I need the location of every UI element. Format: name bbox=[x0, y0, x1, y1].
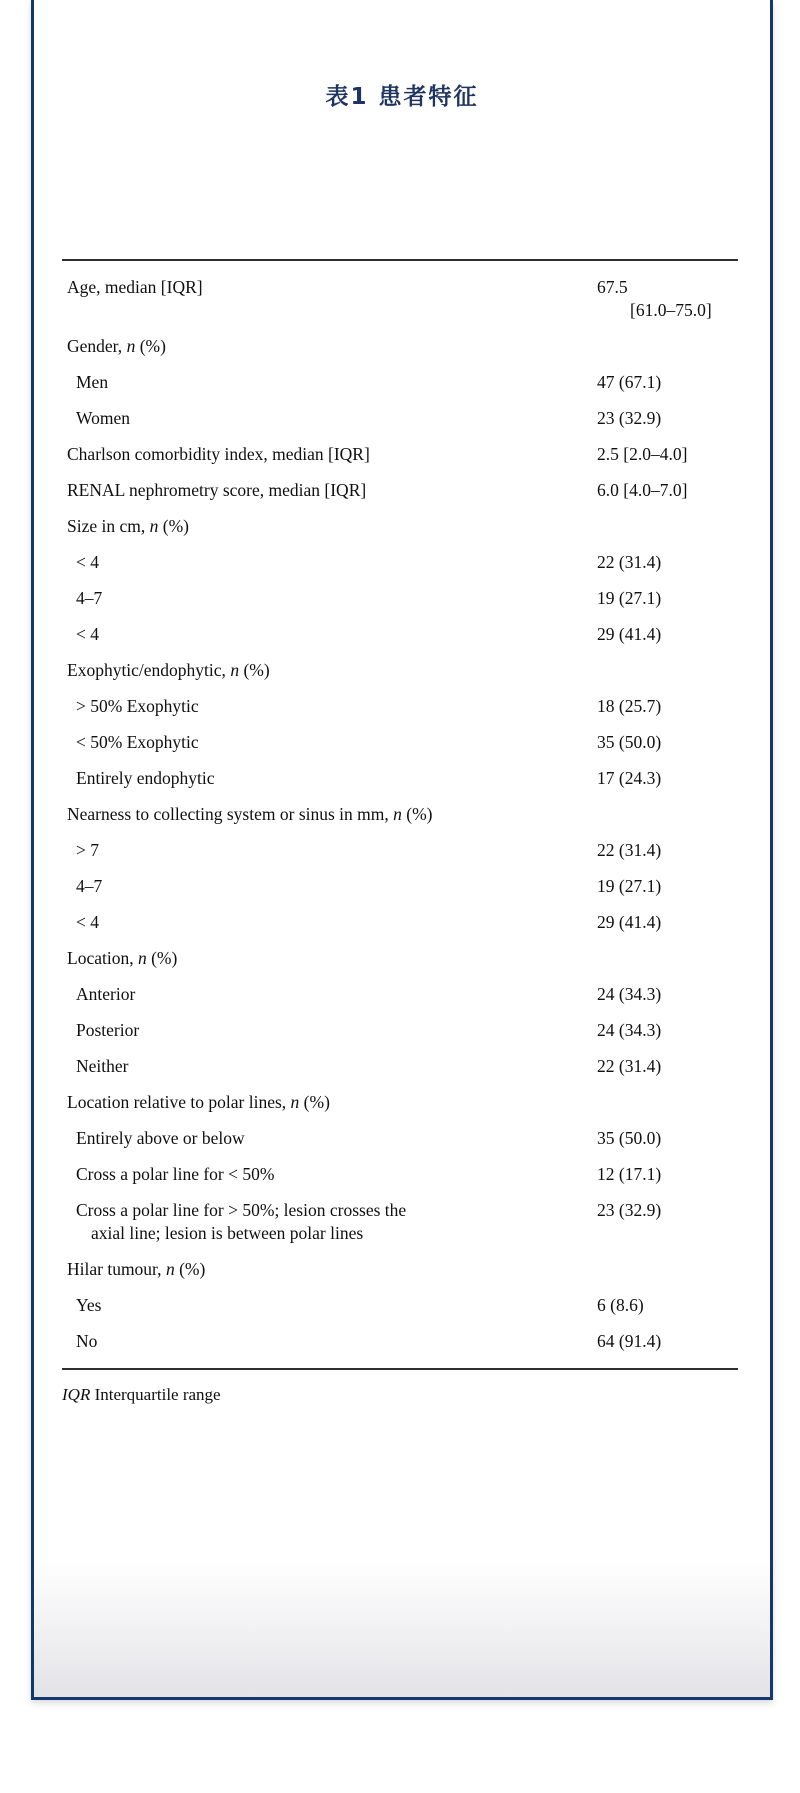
table-row bbox=[62, 329, 738, 365]
row-value: 35 (50.0) bbox=[597, 1128, 662, 1148]
row-value: 22 (31.4) bbox=[597, 1056, 662, 1076]
footnote-abbr-iqr: IQR bbox=[62, 1385, 91, 1404]
table-row bbox=[62, 1252, 738, 1288]
row-label: 4–7 bbox=[76, 588, 103, 608]
table-row bbox=[62, 473, 738, 509]
table-row bbox=[62, 1121, 738, 1157]
paper-page-panel bbox=[31, 0, 773, 1700]
row-value bbox=[597, 797, 738, 810]
row-value: 22 (31.4) bbox=[597, 552, 662, 572]
table-footnote bbox=[62, 1384, 738, 1406]
row-label: < 4 bbox=[76, 552, 99, 572]
row-label: Cross a polar line for > 50%; lesion crosses the axial line; lesion is between polar lines bbox=[76, 1200, 407, 1243]
row-label: Charlson comorbidity index, median [IQR] bbox=[67, 444, 370, 464]
page-bottom-gradient bbox=[34, 1557, 770, 1697]
row-label: Entirely endophytic bbox=[76, 768, 215, 788]
row-label: Entirely above or below bbox=[76, 1128, 245, 1148]
row-value: 18 (25.7) bbox=[597, 696, 662, 716]
table-row bbox=[62, 725, 738, 761]
table-caption: 表1 患者特征 bbox=[325, 84, 479, 110]
row-label: Hilar tumour, n (%) bbox=[67, 1259, 206, 1279]
row-label: Location, n (%) bbox=[67, 948, 178, 968]
table-row bbox=[62, 905, 738, 941]
row-value: 29 (41.4) bbox=[597, 624, 662, 644]
row-value: 24 (34.3) bbox=[597, 1020, 662, 1040]
row-label: Cross a polar line for < 50% bbox=[76, 1164, 275, 1184]
table-row bbox=[62, 437, 738, 473]
table-row bbox=[62, 401, 738, 437]
table-row bbox=[62, 617, 738, 653]
table-body bbox=[62, 270, 738, 1360]
row-label: Gender, n (%) bbox=[67, 336, 166, 356]
row-value: 23 (32.9) bbox=[597, 408, 662, 428]
row-label: Neither bbox=[76, 1056, 129, 1076]
table-row bbox=[62, 1157, 738, 1193]
row-label: < 4 bbox=[76, 624, 99, 644]
row-value: 22 (31.4) bbox=[597, 840, 662, 860]
row-label: Location relative to polar lines, n (%) bbox=[67, 1092, 330, 1112]
row-label: Anterior bbox=[76, 984, 136, 1004]
row-value: 6.0 [4.0–7.0] bbox=[597, 480, 688, 500]
row-label: < 4 bbox=[76, 912, 99, 932]
row-label: > 50% Exophytic bbox=[76, 696, 199, 716]
table-row bbox=[62, 833, 738, 869]
footnote-text: Interquartile range bbox=[90, 1385, 221, 1404]
table-row bbox=[62, 1049, 738, 1085]
table-row bbox=[62, 1085, 738, 1121]
row-value: 29 (41.4) bbox=[597, 912, 662, 932]
row-value: 19 (27.1) bbox=[597, 588, 662, 608]
table-row bbox=[62, 797, 738, 833]
row-label: > 7 bbox=[76, 840, 99, 860]
row-value bbox=[597, 941, 738, 954]
table-row bbox=[62, 689, 738, 725]
row-value: 6 (8.6) bbox=[597, 1295, 644, 1315]
row-value bbox=[597, 509, 738, 522]
table-row bbox=[62, 270, 738, 329]
row-label: Women bbox=[76, 408, 130, 428]
row-value: 67.5 [61.0–75.0] bbox=[597, 277, 712, 320]
table-row bbox=[62, 977, 738, 1013]
row-value: 35 (50.0) bbox=[597, 732, 662, 752]
table-row bbox=[62, 509, 738, 545]
row-value bbox=[597, 653, 738, 666]
row-value bbox=[597, 1252, 738, 1265]
row-label: No bbox=[76, 1331, 98, 1351]
row-label: Size in cm, n (%) bbox=[67, 516, 189, 536]
row-label: Exophytic/endophytic, n (%) bbox=[67, 660, 270, 680]
row-label: Posterior bbox=[76, 1020, 140, 1040]
row-label: < 50% Exophytic bbox=[76, 732, 199, 752]
table-row bbox=[62, 869, 738, 905]
patient-characteristics-table bbox=[62, 259, 738, 1370]
table-row bbox=[62, 653, 738, 689]
row-value: 17 (24.3) bbox=[597, 768, 662, 788]
row-label: RENAL nephrometry score, median [IQR] bbox=[67, 480, 367, 500]
row-value bbox=[597, 329, 738, 342]
table-row bbox=[62, 581, 738, 617]
row-label: Age, median [IQR] bbox=[67, 277, 203, 297]
row-label: Nearness to collecting system or sinus in mm, n (%) bbox=[67, 804, 433, 824]
table-row bbox=[62, 941, 738, 977]
row-value: 47 (67.1) bbox=[597, 372, 662, 392]
row-value: 64 (91.4) bbox=[597, 1331, 662, 1351]
row-value: 23 (32.9) bbox=[597, 1200, 662, 1220]
row-label: Yes bbox=[76, 1295, 102, 1315]
row-value: 19 (27.1) bbox=[597, 876, 662, 896]
row-value: 24 (34.3) bbox=[597, 984, 662, 1004]
table-row bbox=[62, 545, 738, 581]
table-row bbox=[62, 1324, 738, 1360]
row-value: 2.5 [2.0–4.0] bbox=[597, 444, 688, 464]
table-row bbox=[62, 761, 738, 797]
table-row bbox=[62, 1013, 738, 1049]
table-row bbox=[62, 365, 738, 401]
row-label: 4–7 bbox=[76, 876, 103, 896]
row-value: 12 (17.1) bbox=[597, 1164, 662, 1184]
row-value bbox=[597, 1085, 738, 1098]
table-row bbox=[62, 1193, 738, 1252]
table-row bbox=[62, 1288, 738, 1324]
row-label: Men bbox=[76, 372, 109, 392]
